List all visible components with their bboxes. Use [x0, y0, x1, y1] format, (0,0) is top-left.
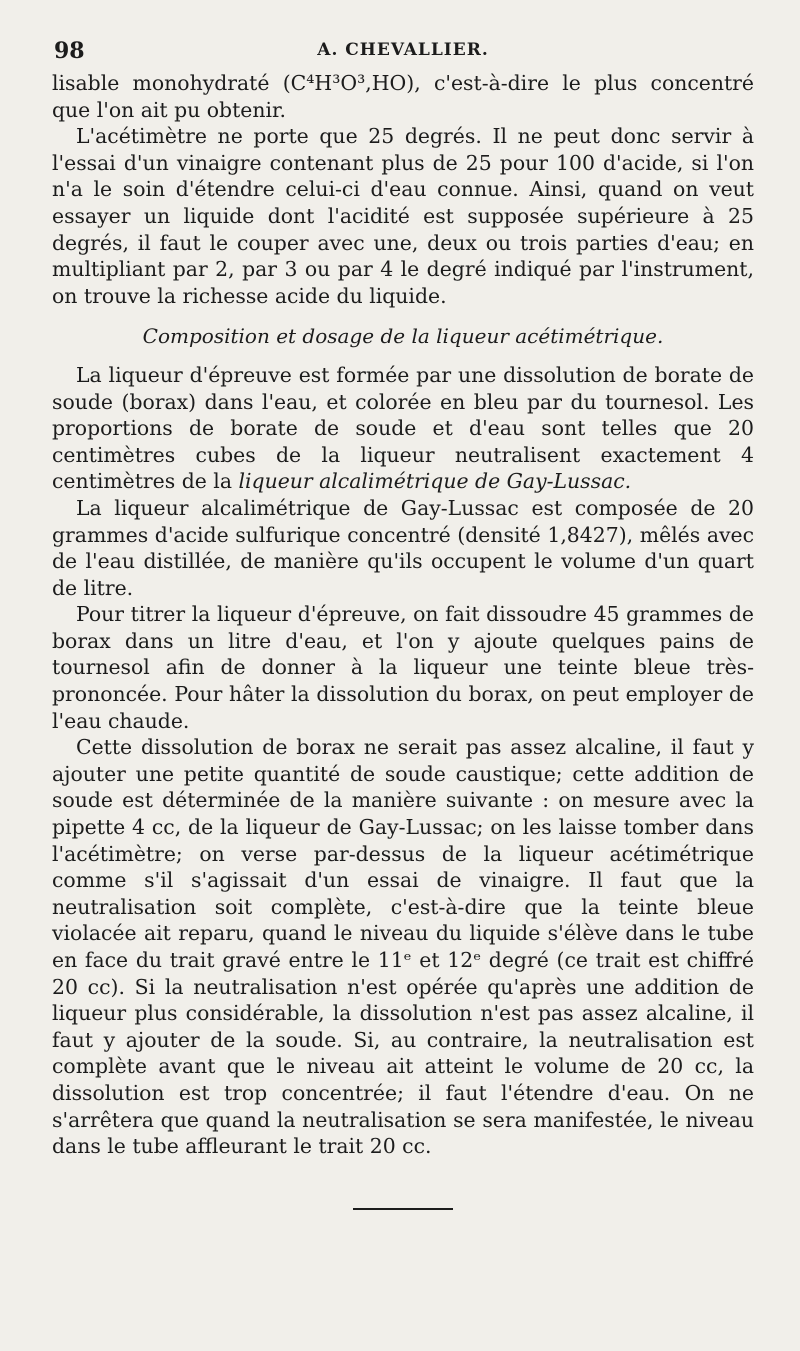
body-text: [52, 70, 754, 1160]
paragraph-text: La liqueur d'épreuve est formée par une dissolution de borate de soude (borax) dans l'eau, et colorée en bleu par du tournesol. Les proportions de borate de soude et d'eau sont telles que 20 centimètres cubes de la liqueur neutralisent exactement 4 centimètres de la: [52, 362, 754, 494]
section-heading: Composition et dosage de la liqueur acétimétrique.: [142, 324, 664, 349]
paragraph: [52, 362, 754, 495]
running-head: A. CHEVALLIER.: [317, 40, 489, 60]
paragraph: lisable monohydraté (C⁴H³O³,HO), c'est-à-dire le plus concentré que l'on ait pu obtenir.: [52, 71, 754, 122]
page-header: [52, 30, 754, 70]
paragraph: Cette dissolution de borax ne serait pas assez alcaline, il faut y ajouter une petite quantité de soude caustique; cette addition de soude est déterminée de la manière suivante : on mesure avec la pipette 4 cc, de la liqueur de Gay-Lussac; on les laisse tomber dans l'acétimètre; on verse par-dessus de la liqueur acétimétrique comme s'il s'agissait d'un essai de vinaigre. Il faut que la neutralisation soit complète, c'est-à-dire que la teinte bleue violacée ait reparu, quand le niveau du liquide s'élève dans le tube en face du trait gravé entre le 11ᵉ et 12ᵉ degré (ce trait est chiffré 20 cc). Si la neutralisation n'est opérée qu'après une addition de liqueur plus considérable, la dissolution n'est pas assez alcaline, il faut y ajouter de la soude. Si, au contraire, la neutralisation est complète avant que le niveau ait atteint le volume de 20 cc, la dissolution est trop concentrée; il faut l'étendre d'eau. On ne s'arrêtera que quand la neutralisation se sera manifestée, le niveau dans le tube affleurant le trait 20 cc.: [52, 735, 754, 1159]
paragraph: Pour titrer la liqueur d'épreuve, on fait dissoudre 45 grammes de borax dans un litre d'eau, et l'on y ajoute quelques pains de tournesol afin de donner à la liqueur une teinte bleue très-prononcée. Pour hâter la dissolution du borax, on peut employer de l'eau chaude.: [52, 602, 754, 733]
paragraph: L'acétimètre ne porte que 25 degrés. Il ne peut donc servir à l'essai d'un vinaigre contenant plus de 25 pour 100 d'acide, si l'on n'a le soin d'étendre celui-ci d'eau connue. Ainsi, quand on veut essayer un liquide dont l'acidité est supposée supérieure à 25 degrés, il faut le couper avec une, deux ou trois parties d'eau; en multipliant par 2, par 3 ou par 4 le degré indiqué par l'instrument, on trouve la richesse acide du liquide.: [52, 124, 754, 308]
italic-term: liqueur alcalimétrique de Gay-Lussac.: [238, 469, 632, 494]
page-number: 98: [54, 38, 85, 64]
paragraph: La liqueur alcalimétrique de Gay-Lussac est composée de 20 grammes d'acide sulfurique concentré (densité 1,8427), mêlés avec de l'eau distillée, de manière qu'ils occupent le volume d'un quart de litre.: [52, 495, 754, 600]
end-rule: [353, 1208, 453, 1210]
